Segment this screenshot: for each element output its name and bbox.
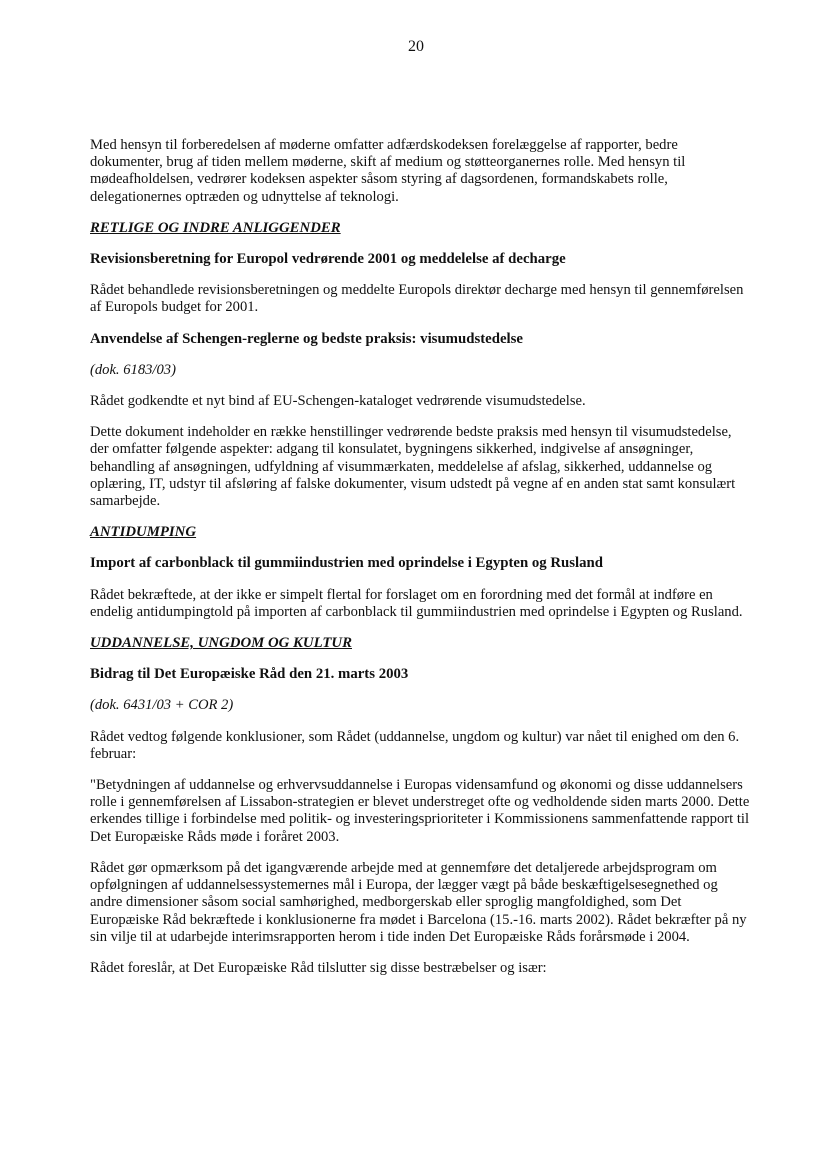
item-text-carbonblack: Rådet bekræftede, at der ikke er simpelt flertal for forslaget om en forordning med det formål at indføre en endelig antidumpingtold på importen af carbonblack til gummiindustrien med oprindelse i Egypten og Rusland.	[90, 586, 743, 620]
item-text-conclusions-2: "Betydningen af uddannelse og erhvervsuddannelse i Europas vidensamfund og økonomi og disse uddannelsers rolle i gennemførelsen af Lissabon-strategien er blevet understreget ofte og vedholdende siden marts 2000. Dette erkendes tillige i forbindelse med politik- og investeringsprioriteter i Kommissionens sammenfattende rapport til Det Europæiske Råds møde i foråret 2003.	[90, 777, 750, 845]
section-heading-uddannelse: UDDANNELSE, UNGDOM OG KULTUR	[90, 635, 352, 652]
item-text-europol: Rådet behandlede revisionsberetningen og meddelte Europols direktør decharge med hensyn til gennemførelsen af Europols budget for 2001.	[90, 282, 744, 316]
document-body	[90, 137, 750, 991]
item-text-conclusions-1: Rådet vedtog følgende konklusioner, som Rådet (uddannelse, ungdom og kultur) var nået til enighed om den 6. februar:	[90, 728, 740, 762]
item-text-schengen-1: Rådet godkendte et nyt bind af EU-Schengen-kataloget vedrørende visumudstedelse.	[90, 393, 586, 410]
item-text-conclusions-3: Rådet gør opmærksom på det igangværende arbejde med at gennemføre det detaljerede arbejdsprogram om opfølgningen af uddannelsessystemernes mål i Europa, der lægger vægt på både beskæftigelsesegnethed og andre dimensioner såsom social samhørighed, medborgerskab eller sproglig mangfoldighed, som Det Europæiske Råd bekræftede i konklusionerne fra mødet i Barcelona (15.-16. marts 2002). Rådet bekræfter på ny sin vilje til at udarbejde interimsrapporten herom i tide inden Det Europæiske Råds forårsmøde i 2004.	[90, 859, 747, 945]
section-heading-antidumping: ANTIDUMPING	[90, 524, 197, 541]
item-title-carbonblack: Import af carbonblack til gummiindustrien med oprindelse i Egypten og Rusland	[90, 555, 604, 572]
item-title-europol: Revisionsberetning for Europol vedrørende 2001 og meddelelse af decharge	[90, 251, 566, 268]
doc-reference-schengen: (dok. 6183/03)	[90, 361, 176, 378]
item-text-schengen-2: Dette dokument indeholder en række henstillinger vedrørende bedste praksis med hensyn til visumudstedelse, der omfatter følgende aspekter: adgang til konsulatet, bygningens sikkerhed, indgivelse af ansøgninger, behandling af ansøgningen, udfyldning af visummærkaten, meddelelse af afslag, sikkerhed, uddannelse og oplæring, IT, udstyr til afsløring af falske dokumenter, visum udstedt på vegne af en anden stat samt konsulært samarbejde.	[90, 424, 736, 510]
item-text-conclusions-4: Rådet foreslår, at Det Europæiske Råd tilslutter sig disse bestræbelser og især:	[90, 959, 547, 976]
section-heading-retlige: RETLIGE OG INDRE ANLIGGENDER	[90, 219, 341, 236]
item-title-schengen: Anvendelse af Schengen-reglerne og bedste praksis: visumudstedelse	[90, 330, 523, 347]
item-title-european-council: Bidrag til Det Europæiske Råd den 21. marts 2003	[90, 666, 409, 683]
page-number: 20	[408, 38, 424, 55]
intro-paragraph: Med hensyn til forberedelsen af møderne omfatter adfærdskodeksen forelæggelse af rapporter, bedre dokumenter, brug af tiden mellem møderne, skift af medium og støtteorganernes rolle. Med hensyn til mødeafholdelsen, vedrører kodeksen aspekter såsom styring af dagsordenen, formandskabets rolle, delegationernes optræden og udnyttelse af teknologi.	[90, 137, 686, 205]
doc-reference-european-council: (dok. 6431/03 + COR 2)	[90, 697, 234, 714]
